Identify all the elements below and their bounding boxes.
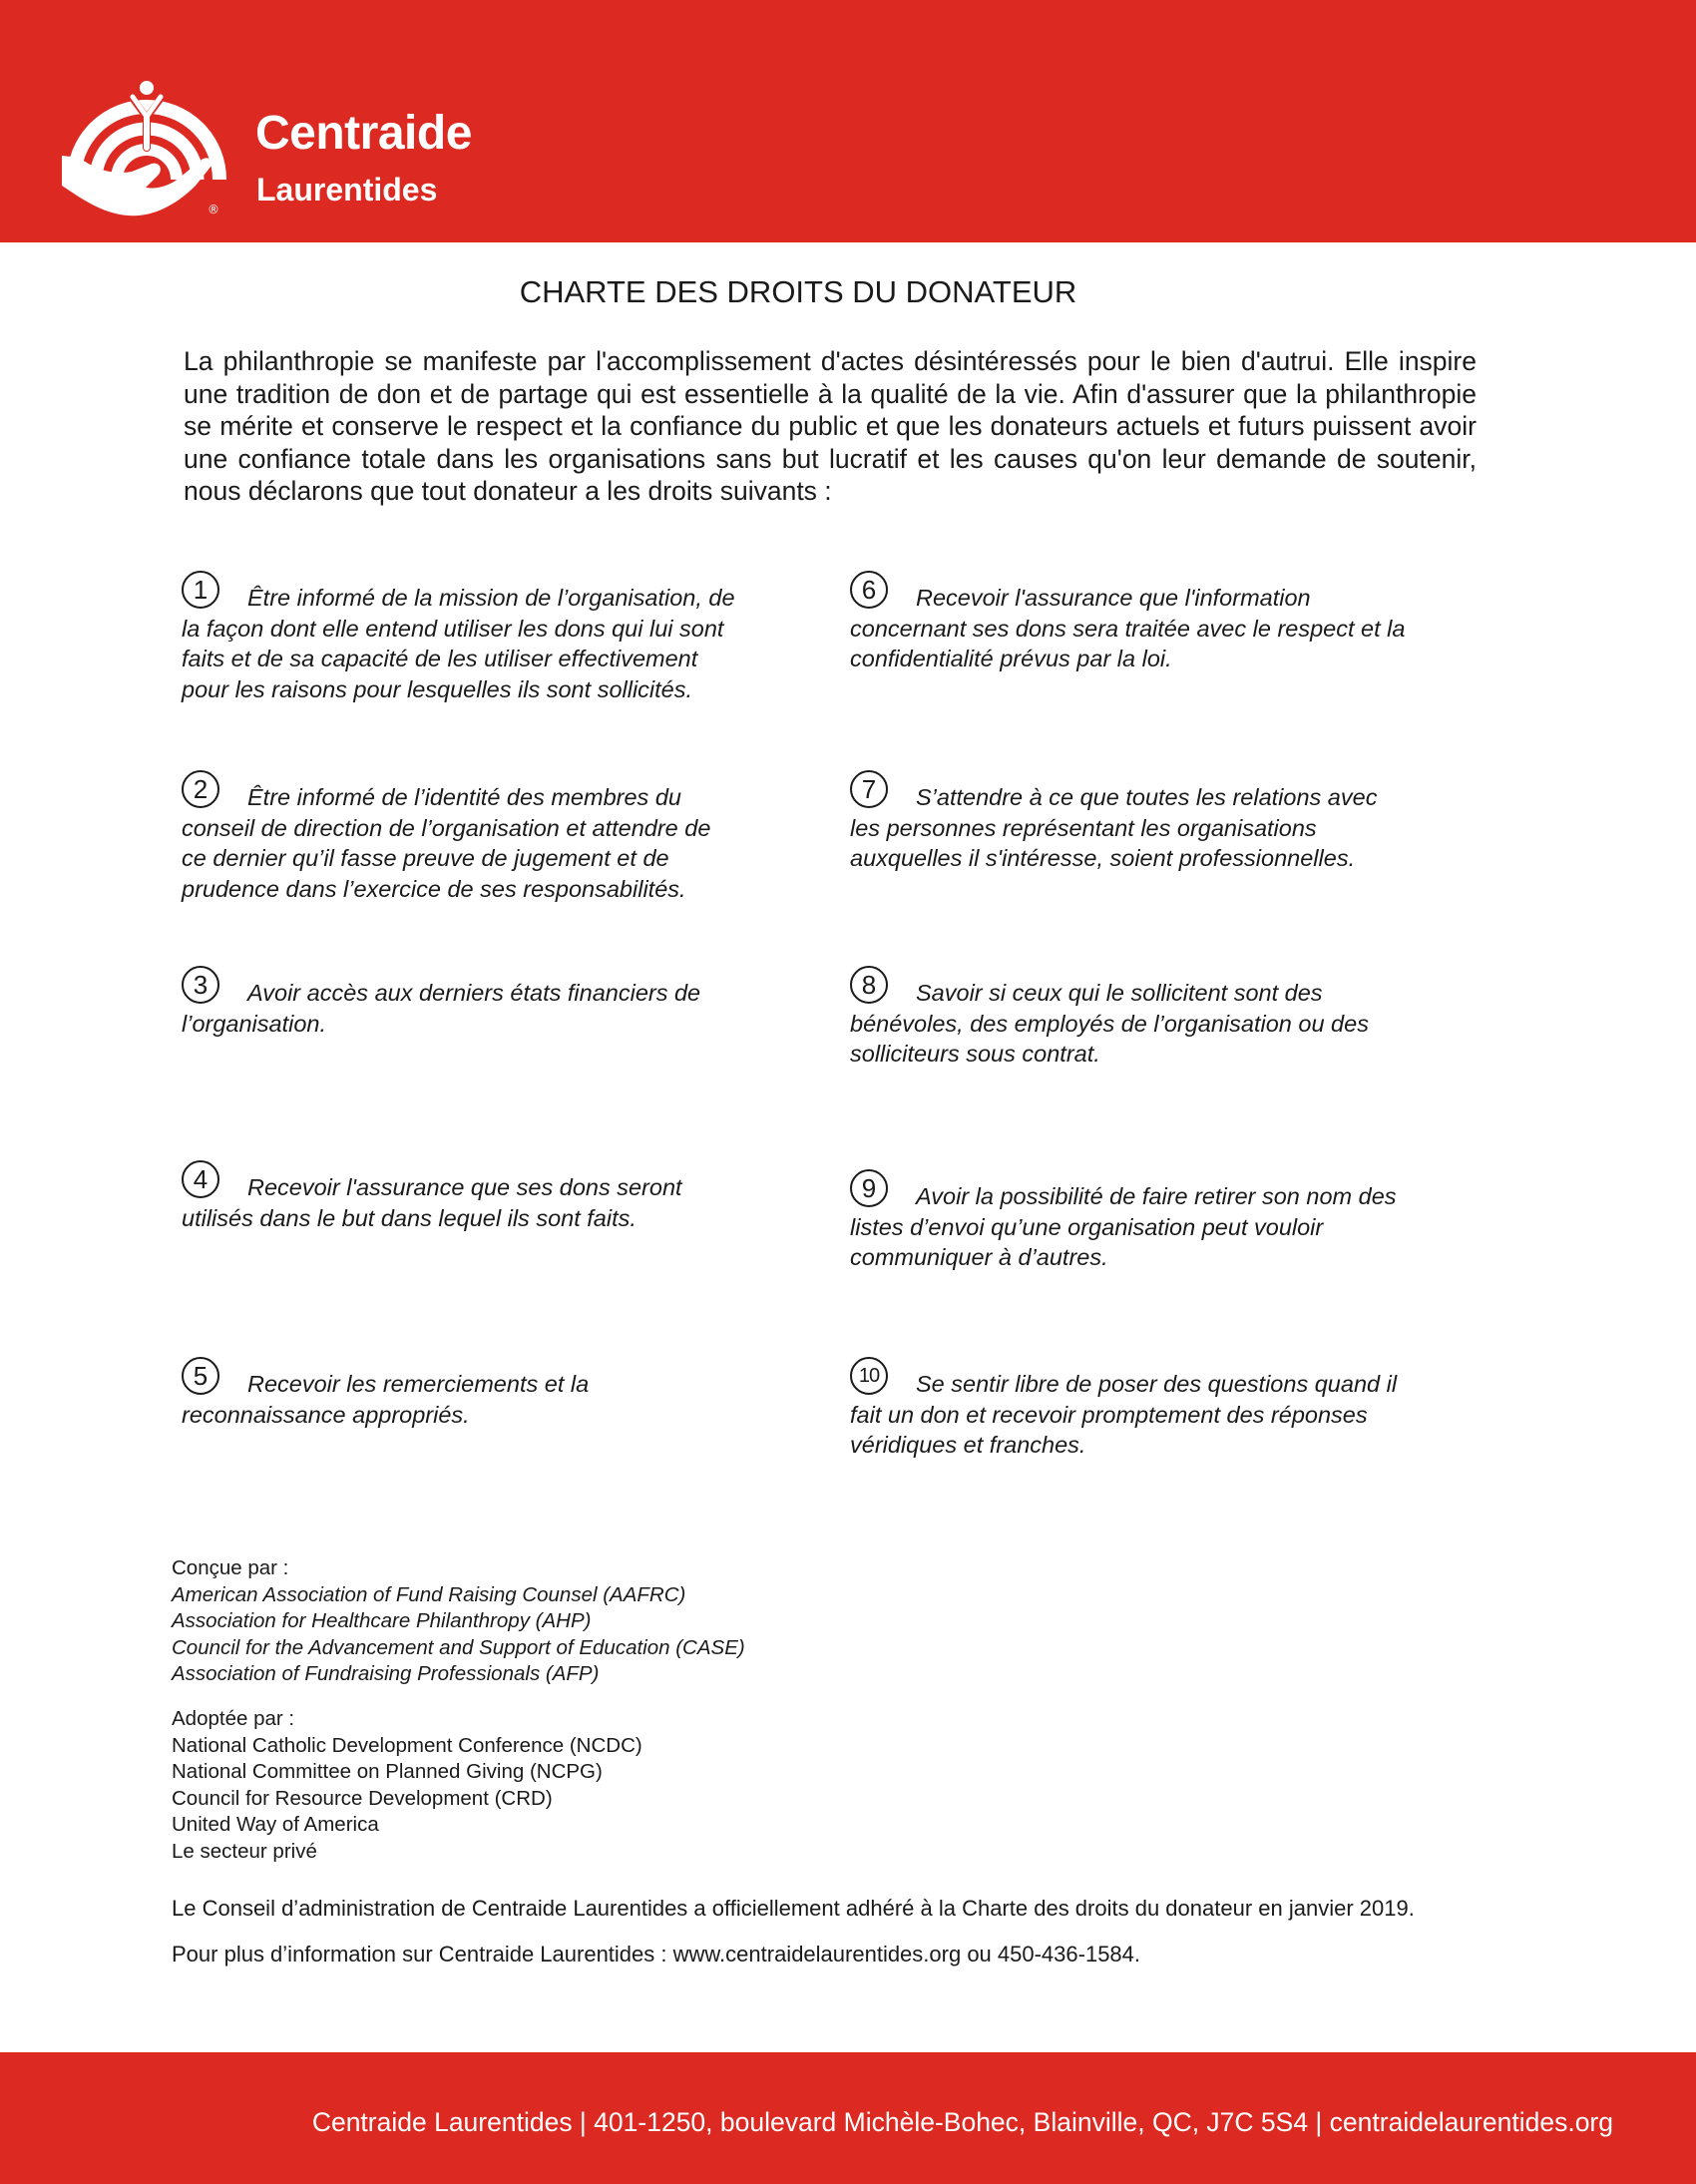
right-text: Avoir accès aux derniers états financiers de l’organisation. bbox=[182, 980, 701, 1037]
right-text: Savoir si ceux qui le sollicitent sont des bénévoles, des employés de l’organisation ou des solliciteurs sous contrat. bbox=[850, 980, 1369, 1067]
right-number-badge: 8 bbox=[850, 966, 888, 1004]
right-item-2 bbox=[182, 774, 740, 904]
right-item-4 bbox=[182, 1164, 740, 1233]
right-item-3 bbox=[182, 970, 740, 1039]
right-number-badge: 7 bbox=[850, 770, 888, 808]
right-number-badge: 2 bbox=[182, 770, 219, 808]
svg-text:®: ® bbox=[208, 203, 219, 217]
right-text: Être informé de l’identité des membres du conseil de direction de l’organisation et attendre de ce dernier qu’il fasse preuve de jugement et de prudence dans l’exercice de ses responsabilités. bbox=[182, 784, 711, 902]
right-number-badge: 1 bbox=[182, 571, 219, 609]
right-item-5 bbox=[182, 1361, 740, 1430]
header-band bbox=[0, 0, 1696, 242]
right-text: Recevoir l'assurance que ses dons seront utilisés dans le but dans lequel ils sont faits. bbox=[182, 1174, 682, 1231]
right-text: Recevoir les remerciements et la reconnaissance appropriés. bbox=[182, 1371, 590, 1428]
right-number-badge: 9 bbox=[850, 1169, 888, 1207]
hand-and-rainbow-logo-icon bbox=[62, 48, 231, 218]
adopted-by-section bbox=[172, 1706, 642, 1865]
brand-subtitle: Laurentides bbox=[256, 172, 438, 208]
adopted-by-label: Adoptée par : bbox=[172, 1707, 295, 1730]
right-item-6 bbox=[850, 575, 1409, 674]
right-text: Avoir la possibilité de faire retirer son nom des listes d’envoi qu’une organisation peut vouloir communiquer à d’autres. bbox=[850, 1183, 1397, 1270]
right-number-badge: 5 bbox=[182, 1357, 219, 1395]
document-title: CHARTE DES DROITS DU DONATEUR bbox=[519, 274, 1077, 309]
right-text: Recevoir l'assurance que l'information concernant ses dons sera traitée avec le respect et la confidentialité prévus par la loi. bbox=[850, 585, 1406, 671]
adopted-by-item: United Way of America bbox=[172, 1813, 379, 1836]
right-item-7 bbox=[850, 774, 1409, 874]
designed-by-item: Association of Fundraising Professionals (AFP) bbox=[172, 1662, 600, 1685]
right-item-9 bbox=[850, 1173, 1409, 1273]
right-text: Être informé de la mission de l’organisation, de la façon dont elle entend utiliser les dons qui lui sont faits et de sa capacité de les utiliser effectivement pour les raisons pour lesquelles ils sont sollicités. bbox=[182, 585, 735, 702]
right-text: Se sentir libre de poser des questions quand il fait un don et recevoir promptement des réponses véridiques et franches. bbox=[850, 1371, 1398, 1458]
right-item-1 bbox=[182, 575, 740, 704]
adhesion-note: Le Conseil d’administration de Centraide Laurentides a officiellement adhéré à la Charte des droits du donateur en janvier 2019. bbox=[172, 1896, 1415, 1921]
right-text: S’attendre à ce que toutes les relations avec les personnes représentant les organisations auxquelles il s'intéresse, soient professionnelles. bbox=[850, 784, 1378, 871]
designed-by-label: Conçue par : bbox=[172, 1556, 289, 1579]
right-number-badge: 6 bbox=[850, 571, 888, 609]
designed-by-section bbox=[172, 1555, 745, 1688]
footer-address: Centraide Laurentides | 401-1250, boulevard Michèle-Bohec, Blainville, QC, J7C 5S4 | centraidelaurentides.org bbox=[311, 2107, 1613, 2137]
adopted-by-item: Council for Resource Development (CRD) bbox=[172, 1786, 553, 1810]
designed-by-item: American Association of Fund Raising Counsel (AAFRC) bbox=[172, 1582, 686, 1606]
adopted-by-item: National Committee on Planned Giving (NCPG) bbox=[172, 1760, 603, 1783]
right-item-10 bbox=[850, 1365, 1409, 1461]
right-number-badge: 10 bbox=[850, 1357, 888, 1395]
adopted-by-item: National Catholic Development Conference (NCDC) bbox=[172, 1733, 642, 1757]
adopted-by-item: Le secteur privé bbox=[172, 1839, 317, 1863]
right-number-badge: 4 bbox=[182, 1160, 219, 1198]
designed-by-item: Council for the Advancement and Support of Education (CASE) bbox=[172, 1635, 745, 1659]
designed-by-item: Association for Healthcare Philanthropy (AHP) bbox=[172, 1609, 592, 1632]
contact-note: Pour plus d’information sur Centraide Laurentides : www.centraidelaurentides.org ou 450-436-1584. bbox=[172, 1942, 1141, 1966]
right-item-8 bbox=[850, 970, 1409, 1070]
intro-paragraph: La philanthropie se manifeste par l'accomplissement d'actes désintéressés pour le bien d'autrui. Elle inspire une tradition de don et de partage qui est essentielle à la qualité de la vie. Afin d'assurer que la philanthropie se mérite et conserve le respect et la confiance du public et que les donateurs actuels et futurs puissent avoir une confiance totale dans les organisations sans but lucratif et les causes qu'on leur demande de soutenir, nous déclarons que tout donateur a les droits suivants : bbox=[184, 346, 1477, 506]
right-number-badge: 3 bbox=[182, 966, 219, 1004]
brand-name: Centraide bbox=[255, 107, 472, 160]
